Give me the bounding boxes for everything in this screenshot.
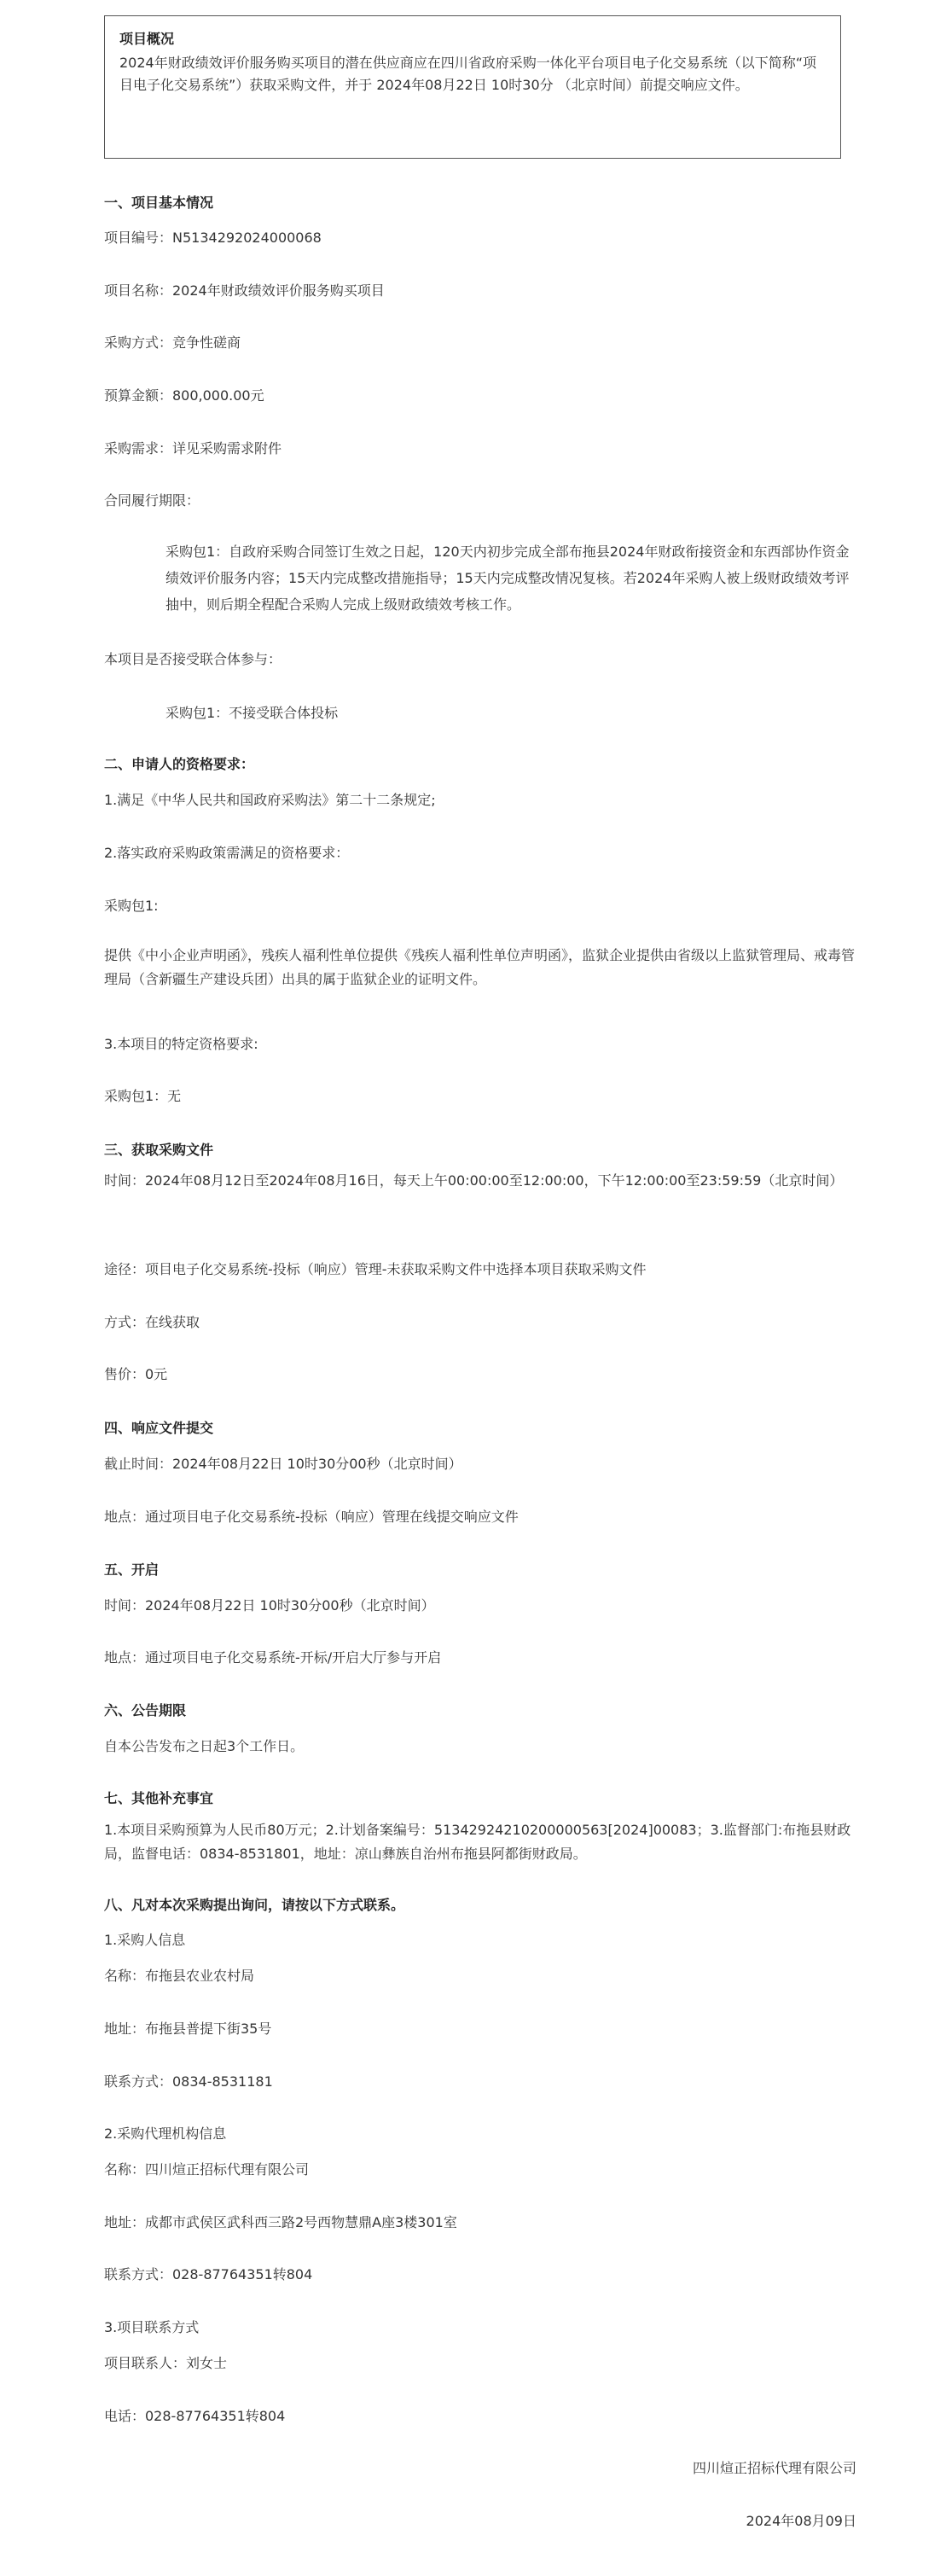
consortium-detail: 采购包1：不接受联合体投标 bbox=[165, 705, 339, 721]
project-number: 项目编号：N5134292024000068 bbox=[104, 230, 322, 246]
budget-amount: 预算金额：800,000.00元 bbox=[104, 387, 264, 404]
overview-text: 2024年财政绩效评价服务购买项目的潜在供应商应在四川省政府采购一体化平台项目电子化交易系统（以下简称“项目电子化交易系统”）获取采购文件，并于 2024年08月22日 10时30分 （北京时间）前提交响应文件。 bbox=[119, 55, 817, 93]
qualification-3: 3.本项目的特定资格要求: bbox=[104, 1036, 258, 1052]
agency-contact: 联系方式：028-87764351转804 bbox=[104, 2266, 313, 2282]
footer-organization: 四川煊正招标代理有限公司 bbox=[692, 2460, 856, 2476]
supplementary-text: 1.本项目采购预算为人民币80万元；2.计划备案编号：51342924210200000563[2024]00083；3.监督部门:布拖县财政局，监督电话：0834-8531801，地址：凉山彝族自治州布拖县阿都街财政局。 bbox=[104, 1822, 851, 1862]
project-name: 项目名称：2024年财政绩效评价服务购买项目 bbox=[104, 282, 385, 299]
buyer-name: 名称：布拖县农业农村局 bbox=[104, 1968, 255, 1984]
section-heading-notice-period: 六、公告期限 bbox=[104, 1702, 187, 1718]
consortium-label: 本项目是否接受联合体参与： bbox=[104, 651, 282, 667]
contract-period-detail: 采购包1：自政府采购合同签订生效之日起，120天内初步完成全部布拖县2024年财政衔接资金和东西部协作资金绩效评价服务内容；15天内完成整改措施指导；15天内完成整改情况复核。若2024年采购人被上级财政绩效考评抽中，则后期全程配合采购人完成上级财政绩效考核工作。 bbox=[165, 544, 850, 613]
opening-time: 时间：2024年08月22日 10时30分00秒（北京时间） bbox=[104, 1597, 435, 1614]
section-heading-submission: 四、响应文件提交 bbox=[104, 1420, 214, 1436]
submission-place: 地点：通过项目电子化交易系统-投标（响应）管理在线提交响应文件 bbox=[104, 1509, 519, 1525]
qualification-policy-text: 提供《中小企业声明函》，残疾人福利性单位提供《残疾人福利性单位声明函》，监狱企业提供由省级以上监狱管理局、戒毒管理局（含新疆生产建设兵团）出具的属于监狱企业的证明文件。 bbox=[104, 947, 856, 987]
overview-title: 项目概况 bbox=[119, 31, 175, 47]
project-contact-title: 3.项目联系方式 bbox=[104, 2319, 200, 2335]
project-contact-phone: 电话：028-87764351转804 bbox=[104, 2408, 286, 2424]
section-heading-opening: 五、开启 bbox=[104, 1561, 160, 1578]
qualification-2: 2.落实政府采购政策需满足的资格要求： bbox=[104, 845, 350, 861]
buyer-address: 地址：布拖县普提下街35号 bbox=[104, 2021, 272, 2037]
project-contact-person: 项目联系人：刘女士 bbox=[104, 2355, 228, 2371]
section-heading-basic-info: 一、项目基本情况 bbox=[104, 195, 214, 211]
special-requirement: 采购包1：无 bbox=[104, 1088, 182, 1104]
section-heading-supplementary: 七、其他补充事宜 bbox=[104, 1790, 214, 1806]
procurement-demand: 采购需求：详见采购需求附件 bbox=[104, 440, 282, 456]
buyer-contact: 联系方式：0834-8531181 bbox=[104, 2073, 273, 2090]
procurement-method: 采购方式：竞争性磋商 bbox=[104, 334, 241, 351]
obtain-route: 途径：项目电子化交易系统-投标（响应）管理-未获取采购文件中选择本项目获取采购文件 bbox=[104, 1261, 647, 1277]
qualification-1: 1.满足《中华人民共和国政府采购法》第二十二条规定; bbox=[104, 792, 436, 808]
opening-place: 地点：通过项目电子化交易系统-开标/开启大厅参与开启 bbox=[104, 1649, 442, 1666]
footer-date: 2024年08月09日 bbox=[746, 2513, 856, 2529]
section-heading-qualifications: 二、申请人的资格要求： bbox=[104, 756, 255, 772]
obtain-time: 时间：2024年08月12日至2024年08月16日，每天上午00:00:00至12:00:00，下午12:00:00至23:59:59（北京时间） bbox=[104, 1172, 844, 1189]
project-overview-box bbox=[104, 15, 841, 159]
doc-price: 售价：0元 bbox=[104, 1366, 168, 1382]
obtain-mode: 方式：在线获取 bbox=[104, 1314, 200, 1330]
submission-deadline: 截止时间：2024年08月22日 10时30分00秒（北京时间） bbox=[104, 1456, 462, 1472]
agency-info-title: 2.采购代理机构信息 bbox=[104, 2125, 227, 2142]
section-heading-contacts: 八、凡对本次采购提出询问，请按以下方式联系。 bbox=[104, 1897, 405, 1913]
qualification-package: 采购包1: bbox=[104, 898, 159, 914]
section-heading-obtain-docs: 三、获取采购文件 bbox=[104, 1142, 214, 1158]
notice-period-text: 自本公告发布之日起3个工作日。 bbox=[104, 1738, 305, 1754]
buyer-info-title: 1.采购人信息 bbox=[104, 1932, 186, 1948]
agency-address: 地址：成都市武侯区武科西三路2号西物慧鼎A座3楼301室 bbox=[104, 2214, 457, 2230]
contract-period-label: 合同履行期限： bbox=[104, 492, 200, 509]
agency-name: 名称：四川煊正招标代理有限公司 bbox=[104, 2161, 310, 2178]
